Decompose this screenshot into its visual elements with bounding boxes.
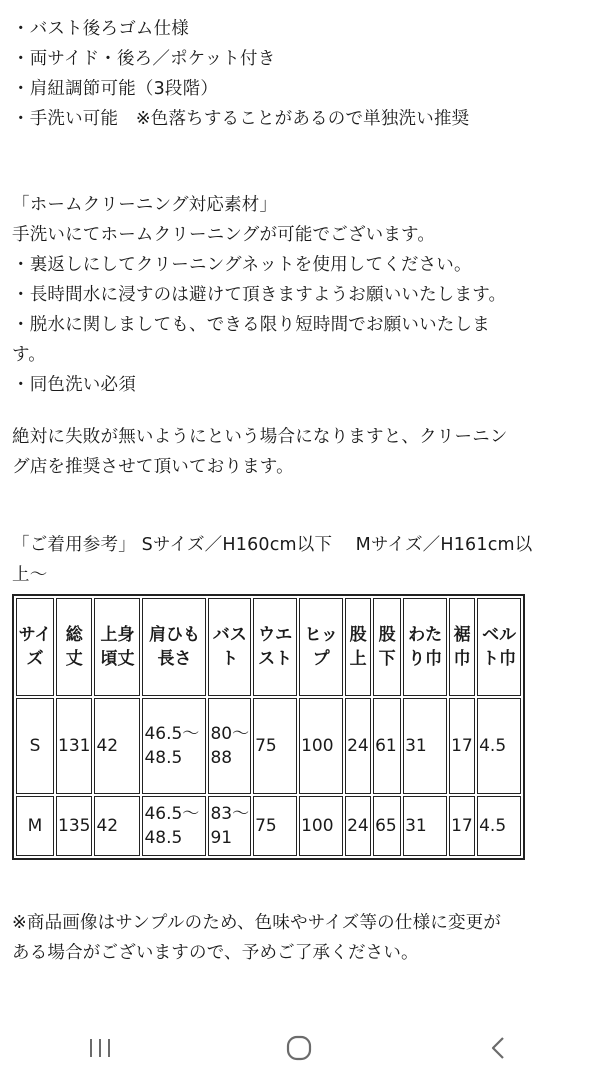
cell-belt-width: 4.5: [477, 796, 521, 856]
care-item: ・脱水に関しましても、できる限り短時間でお願いいたしま: [12, 315, 490, 335]
cell-hip: 100: [299, 796, 343, 856]
cell-size: S: [16, 698, 54, 794]
back-icon: [486, 1034, 510, 1062]
cell-bust: 80〜88: [208, 698, 251, 794]
care-intro: 手洗いにてホームクリーニングが可能でございます。: [12, 225, 436, 245]
header-thigh-width: わたり巾: [403, 598, 447, 696]
cell-strap-length: 46.5〜48.5: [142, 796, 206, 856]
cell-hem-width: 17: [449, 698, 475, 794]
size-table: [12, 594, 525, 860]
cleaning-note-line: グ店を推奨させて頂いております。: [12, 457, 294, 477]
table-row: [16, 698, 521, 794]
feature-item: ・両サイド・後ろ／ポケット付き: [12, 49, 276, 69]
product-description: [12, 14, 587, 968]
header-total-length: 総丈: [56, 598, 92, 696]
care-item: ・裏返しにしてクリーニングネットを使用してください。: [12, 255, 472, 275]
care-item: す。: [12, 345, 46, 365]
cell-waist: 75: [253, 698, 297, 794]
recent-apps-button[interactable]: [70, 1028, 130, 1068]
disclaimer-line: ある場合がございますので、予めご了承ください。: [12, 943, 419, 963]
header-hip: ヒップ: [299, 598, 343, 696]
home-button[interactable]: [269, 1028, 329, 1068]
care-item: ・同色洗い必須: [12, 375, 136, 395]
size-table-header-row: [16, 598, 521, 696]
table-row: [16, 796, 521, 856]
cell-inseam: 65: [373, 796, 401, 856]
header-belt-width: ベルト巾: [477, 598, 521, 696]
cell-bodice-length: 42: [94, 698, 140, 794]
cell-strap-length: 46.5〜48.5: [142, 698, 206, 794]
cell-bust: 83〜91: [208, 796, 251, 856]
cell-size: M: [16, 796, 54, 856]
cell-waist: 75: [253, 796, 297, 856]
size-reference-line: 「ご着用参考」 Sサイズ／H160cm以下 Mサイズ／H161cm以: [12, 535, 533, 555]
cell-inseam: 61: [373, 698, 401, 794]
cell-thigh-width: 31: [403, 698, 447, 794]
header-hem-width: 裾巾: [449, 598, 475, 696]
cell-rise: 24: [345, 796, 371, 856]
cleaning-note-line: 絶対に失敗が無いようにという場合になりますと、クリーニン: [12, 427, 508, 447]
cell-hip: 100: [299, 698, 343, 794]
cell-thigh-width: 31: [403, 796, 447, 856]
cell-hem-width: 17: [449, 796, 475, 856]
cell-total-length: 135: [56, 796, 92, 856]
cell-total-length: 131: [56, 698, 92, 794]
recent-apps-icon: [87, 1036, 113, 1060]
system-navigation-bar: [0, 1016, 597, 1080]
cell-bodice-length: 42: [94, 796, 140, 856]
care-heading: 「ホームクリーニング対応素材」: [12, 195, 278, 215]
header-strap-length: 肩ひも長さ: [142, 598, 206, 696]
disclaimer-line: ※商品画像はサンプルのため、色味やサイズ等の仕様に変更が: [12, 913, 502, 933]
header-bust: バスト: [208, 598, 251, 696]
back-button[interactable]: [468, 1028, 528, 1068]
feature-item: ・手洗い可能 ※色落ちすることがあるので単独洗い推奨: [12, 109, 470, 129]
care-item: ・長時間水に浸すのは避けて頂きますようお願いいたします。: [12, 285, 507, 305]
feature-item: ・バスト後ろゴム仕様: [12, 19, 189, 39]
header-inseam: 股下: [373, 598, 401, 696]
home-icon: [285, 1034, 313, 1062]
cell-belt-width: 4.5: [477, 698, 521, 794]
header-bodice-length: 上身頃丈: [94, 598, 140, 696]
header-waist: ウエスト: [253, 598, 297, 696]
header-size: サイズ: [16, 598, 54, 696]
size-reference-line: 上～: [12, 565, 48, 585]
header-rise: 股上: [345, 598, 371, 696]
feature-item: ・肩紐調節可能（3段階）: [12, 79, 219, 99]
cell-rise: 24: [345, 698, 371, 794]
